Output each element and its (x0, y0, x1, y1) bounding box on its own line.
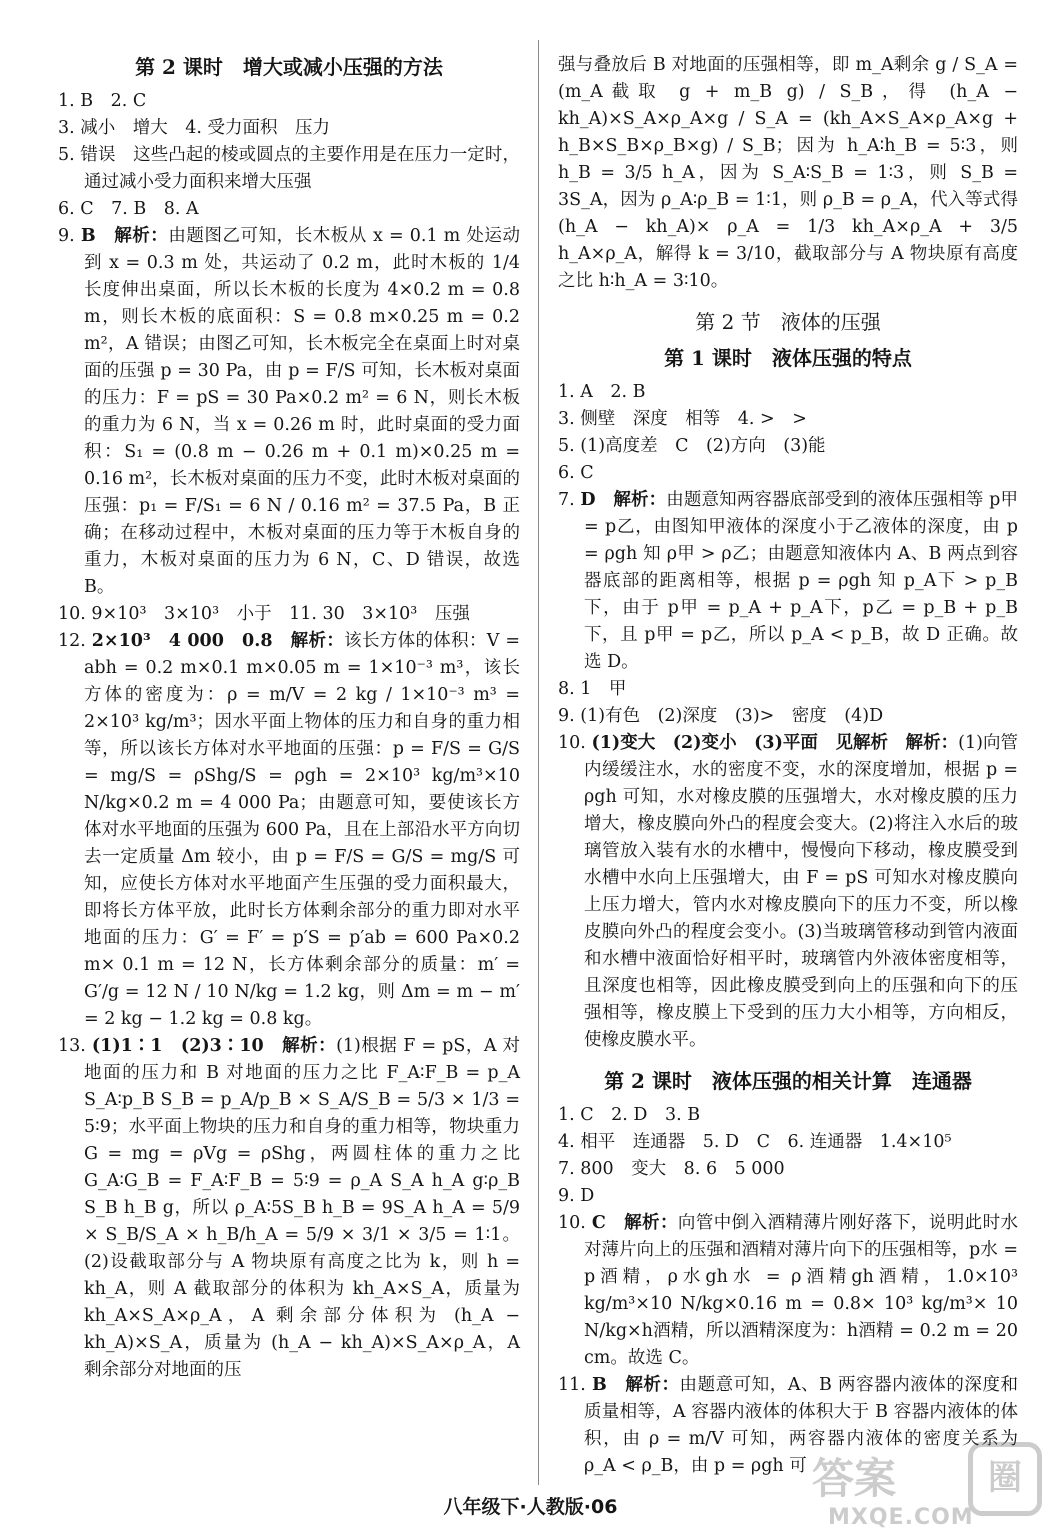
answer-item (558, 730, 1018, 1054)
section-heading-liquid-pressure: 第 2 节 液体的压强 (695, 310, 881, 334)
answer-number: 7. (558, 1159, 575, 1179)
answer-number: 10. (558, 1213, 586, 1233)
lesson-heading-connected-vessels: 第 2 课时 液体压强的相关计算 连通器 (604, 1069, 972, 1093)
answer-text: 800 变大 8. 6 5 000 (580, 1159, 785, 1179)
answer-text: 由题图乙可知，长木板从 x = 0.1 m 处运动到 x = 0.3 m 处，共运动了 0.2 m，此时木板的 1/4 长度伸出桌面，所以长木板的长度为 4×0.2 m = 0.8 m，则长木板的底面积：S = 0.8 m×0.25 m = 0.2 m²，A 错误；由图乙可知，长木板完全在桌面上时对桌面的压强 p = 30 Pa，由 p = F/S 可知，长木板对桌面的压力：F = pS = 30 Pa×0.2 m² = 6 N，则长木板的重力为 6 N，当 x = 0.26 m 时，此时桌面的受力面积：S₁ = (0.8 m − 0.26 m + 0.1 m)×0.25 m = 0.16 m²，长木板对桌面的压力不变，此时木板对桌面的压强：p₁ = F/S₁ = 6 N / 0.16 m² = 37.5 Pa，B 正确；在移动过程中，木板对桌面的压力等于木板自身的重力，木板对桌面的压力为 6 N，C、D 错误，故选 B。 (84, 226, 520, 597)
answer-text: 由题意可知，A、B 两容器内液体的深度和质量相等，A 容器内液体的体积大于 B 容器内液体的体积，由 ρ = m/V 可知，两容器内液体的密度关系为 ρ_A < ρ_B，由 p = ρgh 可 (584, 1375, 1018, 1476)
answer-item (58, 196, 520, 223)
answer-text: D (580, 1186, 595, 1206)
answer-label: (1)变大 (2)变小 (3)平面 见解析 解析： (591, 733, 959, 753)
answer-item (558, 1102, 1018, 1129)
answer-text: 9×10³ 3×10³ 小于 11. 30 3×10³ 压强 (91, 604, 470, 624)
answer-number: 12. (58, 631, 86, 651)
answer-text: 减小 增大 4. 受力面积 压力 (80, 118, 331, 138)
answer-item (558, 433, 1018, 460)
answer-number: 1. (58, 91, 75, 111)
answer-number: 13. (58, 1036, 86, 1056)
left-answer-list (58, 88, 520, 1384)
watermark-brand: 答案 (812, 1454, 897, 1503)
answer-number: 6. (558, 463, 575, 483)
answer-text: 1 甲 (580, 679, 627, 699)
answer-label: (1)1∶1 (2)3∶10 解析： (91, 1036, 337, 1056)
answer-item (58, 1033, 520, 1384)
answer-number: 5. (558, 436, 575, 456)
answer-text: (1)有色 (2)深度 (3)> 密度 (4)D (580, 706, 884, 726)
lesson-heading-liquid-pressure-features: 第 1 课时 液体压强的特点 (664, 346, 912, 370)
answer-number: 8. (558, 679, 575, 699)
lesson1-answer-list (558, 379, 1018, 1054)
answer-number: 1. (558, 382, 575, 402)
answer-text: 向管中倒入酒精薄片刚好落下，说明此时水对薄片向上的压强和酒精对薄片向下的压强相等，p水 = p酒精，ρ水gh水 = ρ酒精gh酒精，1.0×10³ kg/m³×10 N/kg×0.16 m = 0.8× 10³ kg/m³× 10 N/kg×h酒精，所以酒精深度为：h酒精 = 0.2 m = 20 cm。故选 C。 (584, 1213, 1018, 1368)
answer-text: (1)向管内缓缓注水，水的密度不变，水的深度增加，根据 p = ρgh 可知，水对橡皮膜的压强增大，水对橡皮膜的压力增大，橡皮膜向外凸的程度会变大。(2)将注入水后的玻璃管放入装有水的水槽中，慢慢向下移动，橡皮膜受到水槽中水向上压强增大，由 F = pS 可知水对橡皮膜向上压力增大，管内水对橡皮膜向下的压力不变，所以橡皮膜向外凸的程度会变小。(3)当玻璃管移动到管内液面和水槽中液面恰好相平时，玻璃管内外液体密度相等，且深度也相等，因此橡皮膜受到向上的压强和向下的压强相等，橡皮膜上下受到的压力大小相等，方向相反，使橡皮膜水平。 (584, 733, 1018, 1050)
answer-label: C 解析： (591, 1213, 678, 1233)
page-footer: 八年级下·人教版·06 (443, 1496, 618, 1518)
answer-text: A 2. B (580, 382, 646, 402)
answer-item (58, 88, 520, 115)
answer-item (558, 1210, 1018, 1372)
answer-text: 该长方体的体积：V = abh = 0.2 m×0.1 m×0.05 m = 1×10⁻³ m³，该长方体的密度为：ρ = m/V = 2 kg / 1×10⁻³ m³ = 2×10³ kg/m³；因水平面上物体的压力和自身的重力相等，所以该长方体对水平地面的压强：p = F/S = G/S = mg/S = ρShg/S = ρgh = 2×10³ kg/m³×10 N/kg×0.2 m = 4 000 Pa；由题意可知，要使该长方体对水平地面的压强为 600 Pa，且在上部沿水平方向切去一定质量 Δm 较小，由 p = F/S = G/S = mg/S 可知，应使长方体对水平地面产生压强的受力面积最大，即将长方体平放，此时长方体剩余部分的重力即对水平地面的压力：G′ = F′ = p′S = p′ab = 600 Pa×0.2 m× 0.1 m = 12 N，长方体剩余部分的质量：m′ = G′/g = 12 N / 10 N/kg = 1.2 kg，则 Δm = m − m′ = 2 kg − 1.2 kg = 0.8 kg。 (84, 631, 520, 1029)
answer-item (558, 1156, 1018, 1183)
answer-number: 6. (58, 199, 75, 219)
answer-number: 9. (558, 1186, 575, 1206)
answer-number: 4. (558, 1132, 575, 1152)
right-column (558, 52, 1018, 1480)
answer-item (58, 601, 520, 628)
answer-number: 7. (558, 490, 575, 510)
watermark-seal: 圈 (968, 1442, 1042, 1516)
answer-text: 错误 这些凸起的棱或圆点的主要作用是在压力一定时，通过减小受力面积来增大压强 (80, 145, 520, 192)
answer-item (558, 487, 1018, 676)
answer-text: 由题意知两容器底部受到的液体压强相等 p甲 = p乙，由图知甲液体的深度小于乙液体的深度，由 p = ρgh 知 ρ甲 > ρ乙；由题意知液体内 A、B 两点到容器底部的距离相等，根据 p = ρgh 知 p_A下 > p_B下，由于 p甲 = p_A + p_A下，p乙 = p_B + p_B下，且 p甲 = p乙，所以 p_A < p_B，故 D 正确。故选 D。 (584, 490, 1018, 672)
answer-item (558, 460, 1018, 487)
answer-number: 3. (558, 409, 575, 429)
answer-text: C 7. B 8. A (80, 199, 199, 219)
answer-item (558, 676, 1018, 703)
answer-label: D 解析： (580, 490, 667, 510)
answer-number: 11. (558, 1375, 586, 1395)
answer-number: 9. (58, 226, 75, 246)
answer-number: 1. (558, 1105, 575, 1125)
continued-solution: 强与叠放后 B 对地面的压强相等，即 m_A剩余 g / S_A = (m_A截取 g + m_B g) / S_B，得 (h_A − kh_A)×S_A×ρ_A×g / S_A = (kh_A×S_A×ρ_A×g + h_B×S_B×ρ_B×g) / S_B；因为 h_A∶h_B = 5∶3，则 h_B = 3/5 h_A，因为 S_A∶S_B = 1∶3，则 S_B = 3S_A，因为 ρ_A∶ρ_B = 1∶1，则 ρ_B = ρ_A，代入等式得 (h_A − kh_A)× ρ_A = 1/3 kh_A×ρ_A + 3/5 h_A×ρ_A，解得 k = 3/10，截取部分与 A 物块原有高度之比 h∶h_A = 3∶10。 (558, 55, 1018, 291)
answer-item (558, 1183, 1018, 1210)
answer-text: (1)根据 F = pS，A 对地面的压力和 B 对地面的压力之比 F_A∶F_B = p_A S_A∶p_B S_B = p_A/p_B × S_A/S_B = 5/3 × 1/3 = 5∶9；水平面上物块的压力和自身的重力相等，物块重力 G = mg = ρVg = ρShg，两圆柱体的重力之比 G_A∶G_B = F_A∶F_B = 5∶9 = ρ_A S_A h_A g∶ρ_B S_B h_B g，所以 ρ_A∶5S_B h_B = 9S_A h_A = 5/9 × S_B/S_A × h_B/h_A = 5/9 × 3/1 × 3/5 = 1∶1。(2)设截取部分与 A 物块原有高度之比为 k，则 h = kh_A，则 A 截取部分的体积为 kh_A×S_A，质量为 kh_A×S_A×ρ_A，A 剩余部分体积为 (h_A − kh_A)×S_A，质量为 (h_A − kh_A)×S_A×ρ_A，A 剩余部分对地面的压 (84, 1036, 520, 1380)
answer-item (58, 628, 520, 1033)
answer-text: 相平 连通器 5. D C 6. 连通器 1.4×10⁵ (580, 1132, 952, 1152)
answer-item (558, 703, 1018, 730)
answer-text: (1)高度差 C (2)方向 (3)能 (580, 436, 826, 456)
answer-text: C (580, 463, 594, 483)
column-divider (538, 40, 539, 1485)
answer-item (558, 406, 1018, 433)
watermark-logo (812, 1442, 1042, 1530)
answer-item (558, 379, 1018, 406)
answer-text: C 2. D 3. B (580, 1105, 701, 1125)
answer-text: B 2. C (80, 91, 147, 111)
lesson2-answer-list (558, 1102, 1018, 1480)
answer-number: 3. (58, 118, 75, 138)
answer-text: 侧壁 深度 相等 4. > > (580, 409, 807, 429)
answer-item (58, 142, 520, 196)
answer-number: 5. (58, 145, 75, 165)
answer-item (558, 1129, 1018, 1156)
answer-item (58, 115, 520, 142)
left-column (58, 52, 520, 1384)
answer-number: 9. (558, 706, 575, 726)
answer-label: 2×10³ 4 000 0.8 解析： (91, 631, 345, 651)
answer-number: 10. (58, 604, 86, 624)
answer-number: 10. (558, 733, 586, 753)
watermark-url: MXQE.COM (828, 1505, 974, 1530)
answer-label: B 解析： (80, 226, 169, 246)
answer-label: B 解析： (591, 1375, 680, 1395)
answer-item (58, 223, 520, 601)
lesson-heading-pressure-methods: 第 2 课时 增大或减小压强的方法 (135, 55, 443, 79)
